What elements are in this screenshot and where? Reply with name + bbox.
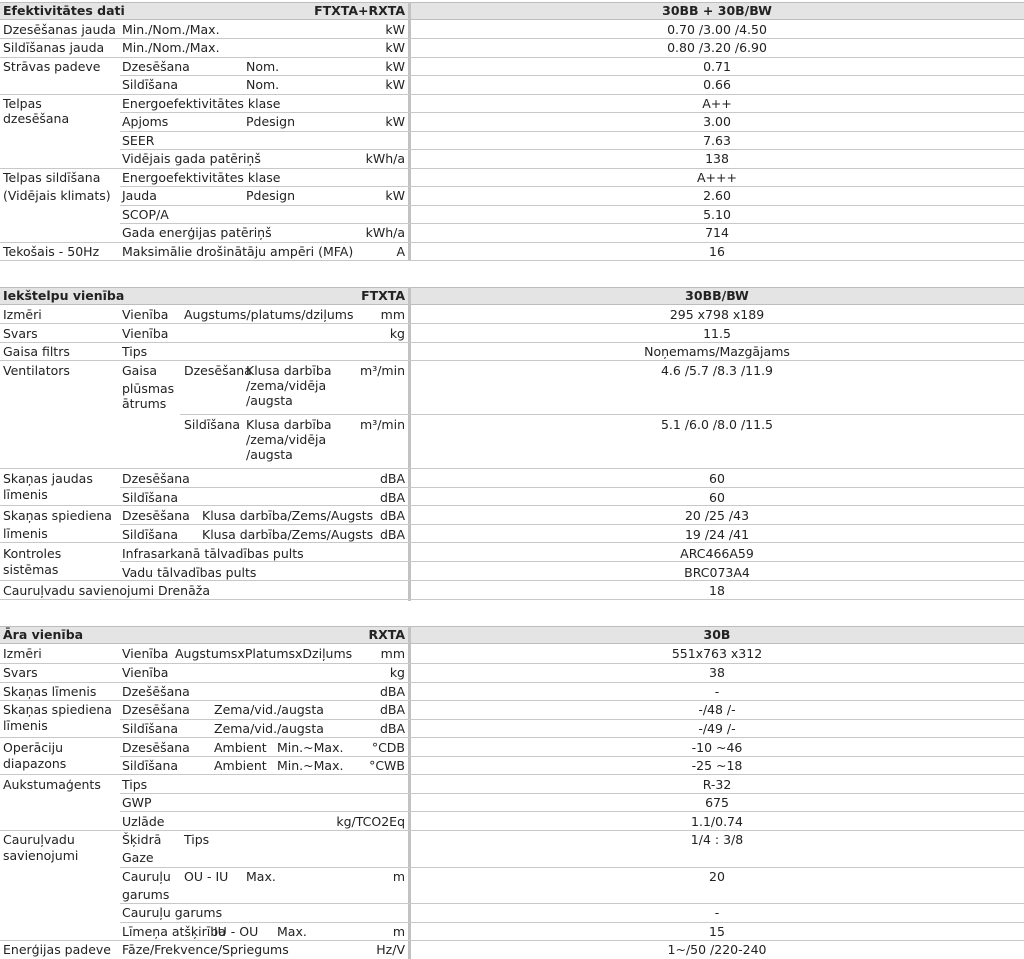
row-divider xyxy=(120,719,1024,720)
row-sublabel: Jauda xyxy=(122,188,157,203)
row-divider xyxy=(0,682,1024,683)
row-label: Telpas sildīšana xyxy=(3,170,101,185)
row-value: R-32 xyxy=(702,777,732,792)
row-sublabel: Sildīšana xyxy=(122,721,179,736)
row-value: 20 xyxy=(709,869,725,884)
row-divider xyxy=(120,149,1024,150)
row-value: 18 xyxy=(709,583,725,598)
row-divider xyxy=(120,903,1024,904)
row-unit: dBA xyxy=(379,508,405,523)
row-value: A+++ xyxy=(697,170,737,185)
row-label: Telpas xyxy=(3,96,42,111)
row-value: -/48 /- xyxy=(698,702,736,717)
row-detail: Nom. xyxy=(246,59,280,74)
row-value: 0.71 xyxy=(703,59,731,74)
row-sublabel: garums xyxy=(122,887,170,902)
row-detail: Klusa darbība xyxy=(246,417,332,432)
row-value: 20 /25 /43 xyxy=(684,508,750,523)
model-value: 30BB + 30B/BW xyxy=(662,3,772,18)
row-sublabel: Sildīšana xyxy=(122,527,179,542)
row-value: 295 x798 x189 xyxy=(669,307,765,322)
row-sublabel: Fāze/Frekvence/Spriegums xyxy=(122,942,289,957)
row-value: ARC466A59 xyxy=(680,546,754,561)
row-unit: dBA xyxy=(379,702,405,717)
row-detail: AugstumsxPlatumsxDziļums xyxy=(175,646,353,661)
model-value: 30BB/BW xyxy=(685,288,749,303)
row-detail: Klusa darbība xyxy=(246,363,332,378)
row-label: Svars xyxy=(3,326,38,341)
row-label: Aukstumaģents xyxy=(3,777,101,792)
row-detail: Klusa darbība/Zems/Augsts xyxy=(202,508,374,523)
row-detail: Ambient xyxy=(214,758,267,773)
row-sublabel: Dzešēšana xyxy=(122,684,190,699)
row-value: 60 xyxy=(709,471,725,486)
row-value: A++ xyxy=(702,96,732,111)
row-divider xyxy=(120,867,1024,868)
row-value: 0.66 xyxy=(703,77,731,92)
row-label: Ventilators xyxy=(3,363,70,378)
row-divider xyxy=(120,811,1024,812)
row-sublabel: SEER xyxy=(122,133,155,148)
model-name: FTXTA+RXTA xyxy=(314,3,405,18)
row-unit: dBA xyxy=(379,684,405,699)
row-value: 138 xyxy=(705,151,729,166)
row-label: dzesēšana xyxy=(3,111,70,126)
row-label: sistēmas xyxy=(3,562,59,577)
model-name: RXTA xyxy=(368,627,405,642)
row-unit: mm xyxy=(380,646,405,661)
row-detail: Ambient xyxy=(214,740,267,755)
section-title: Āra vienība xyxy=(3,627,84,642)
row-value: BRC073A4 xyxy=(684,565,750,580)
row-divider xyxy=(0,260,1024,261)
row-unit: m xyxy=(392,924,405,939)
row-detail: Augstums/platums/dziļums xyxy=(184,307,354,322)
row-divider xyxy=(0,700,1024,701)
row-label: līmenis xyxy=(3,526,48,541)
row-value: -10 ~46 xyxy=(691,740,743,755)
row-unit: kW xyxy=(385,77,405,92)
row-label: Tekošais - 50Hz xyxy=(3,244,100,259)
row-detail: Dzesēšana xyxy=(184,363,252,378)
row-divider xyxy=(0,774,1024,775)
row-value: 5.1 /6.0 /8.0 /11.5 xyxy=(660,417,774,432)
row-sublabel: Vidējais gada patēriņš xyxy=(122,151,261,166)
row-sublabel: Min./Nom./Max. xyxy=(122,22,220,37)
row-unit: Hz/V xyxy=(376,942,405,957)
row-sublabel: Infrasarkanā tālvadības pults xyxy=(122,546,304,561)
row-sublabel: Vienība xyxy=(122,665,169,680)
row-sublabel: Min./Nom./Max. xyxy=(122,40,220,55)
row-sublabel: SCOP/A xyxy=(122,207,169,222)
row-detail: Min.~Max. xyxy=(277,758,344,773)
row-sublabel: Cauruļu garums xyxy=(122,905,223,920)
row-value: 551x763 x312 xyxy=(671,646,763,661)
row-detail: /augsta xyxy=(246,447,293,462)
row-divider xyxy=(0,737,1024,738)
row-value: 19 /24 /41 xyxy=(684,527,750,542)
row-detail: Nom. xyxy=(246,77,280,92)
row-unit: kW xyxy=(385,22,405,37)
row-sublabel: Cauruļu xyxy=(122,869,171,884)
model-name: FTXTA xyxy=(361,288,405,303)
row-value: 0.70 /3.00 /4.50 xyxy=(667,22,767,37)
row-detail: /zema/vidēja xyxy=(246,378,327,393)
row-label: Izmēri xyxy=(3,646,42,661)
row-unit: kWh/a xyxy=(365,151,405,166)
row-divider xyxy=(120,223,1024,224)
row-label: Dzesēšanas jauda xyxy=(3,22,116,37)
row-sublabel: ātrums xyxy=(122,396,167,411)
row-value: - xyxy=(714,905,720,920)
row-unit: kWh/a xyxy=(365,225,405,240)
row-unit: dBA xyxy=(379,721,405,736)
row-label: diapazons xyxy=(3,756,67,771)
row-unit: mm xyxy=(380,307,405,322)
row-label: Strāvas padeve xyxy=(3,59,101,74)
row-label: Izmēri xyxy=(3,307,42,322)
row-divider xyxy=(120,487,1024,488)
row-unit: kg xyxy=(389,326,405,341)
row-detail: /augsta xyxy=(246,393,293,408)
row-unit: kW xyxy=(385,188,405,203)
row-label: līmenis xyxy=(3,718,48,733)
row-divider xyxy=(0,580,1024,581)
row-divider xyxy=(0,940,1024,941)
row-value: -25 ~18 xyxy=(691,758,743,773)
row-divider xyxy=(0,468,1024,469)
row-divider xyxy=(0,542,1024,543)
row-divider xyxy=(120,793,1024,794)
row-divider xyxy=(120,75,1024,76)
row-divider xyxy=(180,414,1024,415)
row-sublabel: Vadu tālvadības pults xyxy=(122,565,257,580)
row-value: 16 xyxy=(709,244,725,259)
row-label: līmenis xyxy=(3,487,48,502)
section-title: Efektivitātes dati xyxy=(3,3,125,18)
model-value: 30B xyxy=(703,627,731,642)
row-divider xyxy=(120,186,1024,187)
row-divider xyxy=(0,57,1024,58)
row-detail: OU - IU xyxy=(184,869,229,884)
row-unit: dBA xyxy=(379,471,405,486)
row-label: Kontroles xyxy=(3,546,62,561)
row-detail: Max. xyxy=(246,869,276,884)
row-value: 1/4 : 3/8 xyxy=(690,832,744,847)
row-divider xyxy=(0,830,1024,831)
row-sublabel: Drenāža xyxy=(158,583,210,598)
row-unit: A xyxy=(396,244,405,259)
row-value: 2.60 xyxy=(703,188,731,203)
row-unit: m³/min xyxy=(360,417,405,432)
row-label: Cauruļvadu savienojumi xyxy=(3,583,155,598)
row-detail: Pdesign xyxy=(246,188,296,203)
row-detail: /zema/vidēja xyxy=(246,432,327,447)
row-divider xyxy=(0,360,1024,361)
row-sublabel: Šķidrā xyxy=(122,832,162,847)
row-sublabel: Līmeņa atšķirība xyxy=(122,924,226,939)
row-sublabel: GWP xyxy=(122,795,152,810)
row-value: 675 xyxy=(705,795,729,810)
row-divider xyxy=(0,168,1024,169)
row-unit: kW xyxy=(385,114,405,129)
row-label: Operāciju xyxy=(3,740,64,755)
row-divider xyxy=(0,342,1024,343)
row-sublabel: Sildīšana xyxy=(122,758,179,773)
row-sublabel: Dzesēšana xyxy=(122,508,190,523)
row-sublabel: Sildīšana xyxy=(122,490,179,505)
row-unit: kg xyxy=(389,665,405,680)
row-divider xyxy=(0,94,1024,95)
row-value: - xyxy=(714,684,720,699)
row-value: 15 xyxy=(709,924,725,939)
row-label: Svars xyxy=(3,665,38,680)
row-unit: m xyxy=(392,869,405,884)
row-detail: Zema/vid./augsta xyxy=(214,702,324,717)
row-sublabel: Sildīšana xyxy=(122,77,179,92)
row-value: Noņemams/Mazgājams xyxy=(644,344,790,359)
row-divider xyxy=(0,323,1024,324)
row-unit: dBA xyxy=(379,490,405,505)
row-sublabel: Gada enerģijas patēriņš xyxy=(122,225,272,240)
row-sublabel: Tips xyxy=(122,777,148,792)
row-unit: kW xyxy=(385,40,405,55)
row-divider xyxy=(120,131,1024,132)
row-divider xyxy=(0,242,1024,243)
section-title: Iekštelpu vienība xyxy=(3,288,125,303)
row-sublabel: Apjoms xyxy=(122,114,169,129)
row-unit: m³/min xyxy=(360,363,405,378)
row-value: 7.63 xyxy=(703,133,731,148)
row-divider xyxy=(120,112,1024,113)
row-sublabel: Vienība xyxy=(122,326,169,341)
row-label: Skaņas līmenis xyxy=(3,684,97,699)
row-value: 1.1/0.74 xyxy=(691,814,743,829)
row-divider xyxy=(120,561,1024,562)
row-value: 714 xyxy=(705,225,729,240)
row-sublabel: Energoefektivitātes klase xyxy=(122,96,281,111)
row-label: savienojumi xyxy=(3,848,79,863)
row-detail: Sildīšana xyxy=(184,417,241,432)
row-detail: Min.~Max. xyxy=(277,740,344,755)
row-sublabel: Gaisa xyxy=(122,363,157,378)
row-sublabel: Tips xyxy=(122,344,148,359)
row-divider xyxy=(120,922,1024,923)
row-sublabel: Vienība xyxy=(122,646,169,661)
row-label: Skaņas spiediena xyxy=(3,702,112,717)
row-unit: °CDB xyxy=(371,740,405,755)
row-label: Skaņas spiediena xyxy=(3,508,112,523)
row-value: 3.00 xyxy=(703,114,731,129)
row-divider xyxy=(120,205,1024,206)
row-divider xyxy=(0,38,1024,39)
row-detail: Pdesign xyxy=(246,114,296,129)
row-value: 11.5 xyxy=(703,326,731,341)
row-detail: Max. xyxy=(277,924,307,939)
row-sublabel: Gaze xyxy=(122,850,154,865)
row-sublabel: Uzlāde xyxy=(122,814,165,829)
row-sublabel: plūsmas xyxy=(122,381,175,396)
row-label: Enerģijas padeve xyxy=(3,942,111,957)
row-detail: IU - OU xyxy=(214,924,259,939)
row-label: Sildīšanas jauda xyxy=(3,40,105,55)
row-label: Skaņas jaudas xyxy=(3,471,93,486)
row-sublabel: Maksimālie drošinātāju ampēri (MFA) xyxy=(122,244,354,259)
row-sublabel: Dzesēšana xyxy=(122,59,190,74)
row-divider xyxy=(0,663,1024,664)
row-divider xyxy=(0,599,1024,600)
row-value: 1~/50 /220-240 xyxy=(667,942,767,957)
row-sublabel: Dzesēšana xyxy=(122,471,190,486)
row-unit: kW xyxy=(385,59,405,74)
row-sublabel: Vienība xyxy=(122,307,169,322)
row-detail: Klusa darbība/Zems/Augsts xyxy=(202,527,374,542)
row-value: 4.6 /5.7 /8.3 /11.9 xyxy=(660,363,774,378)
row-divider xyxy=(120,756,1024,757)
row-detail: Tips xyxy=(184,832,210,847)
row-unit: °CWB xyxy=(369,758,405,773)
row-value: 5.10 xyxy=(703,207,731,222)
row-value: -/49 /- xyxy=(698,721,736,736)
row-label: Gaisa filtrs xyxy=(3,344,70,359)
row-value: 38 xyxy=(709,665,725,680)
row-detail: Zema/vid./augsta xyxy=(214,721,324,736)
row-label: Cauruļvadu xyxy=(3,832,75,847)
row-divider xyxy=(0,505,1024,506)
row-sublabel: Dzesēšana xyxy=(122,702,190,717)
row-value: 60 xyxy=(709,490,725,505)
row-label: (Vidējais klimats) xyxy=(3,188,111,203)
row-unit: kg/TCO2Eq xyxy=(336,814,405,829)
row-sublabel: Energoefektivitātes klase xyxy=(122,170,281,185)
row-sublabel: Dzesēšana xyxy=(122,740,190,755)
row-unit: dBA xyxy=(379,527,405,542)
row-value: 0.80 /3.20 /6.90 xyxy=(667,40,767,55)
row-divider xyxy=(120,524,1024,525)
